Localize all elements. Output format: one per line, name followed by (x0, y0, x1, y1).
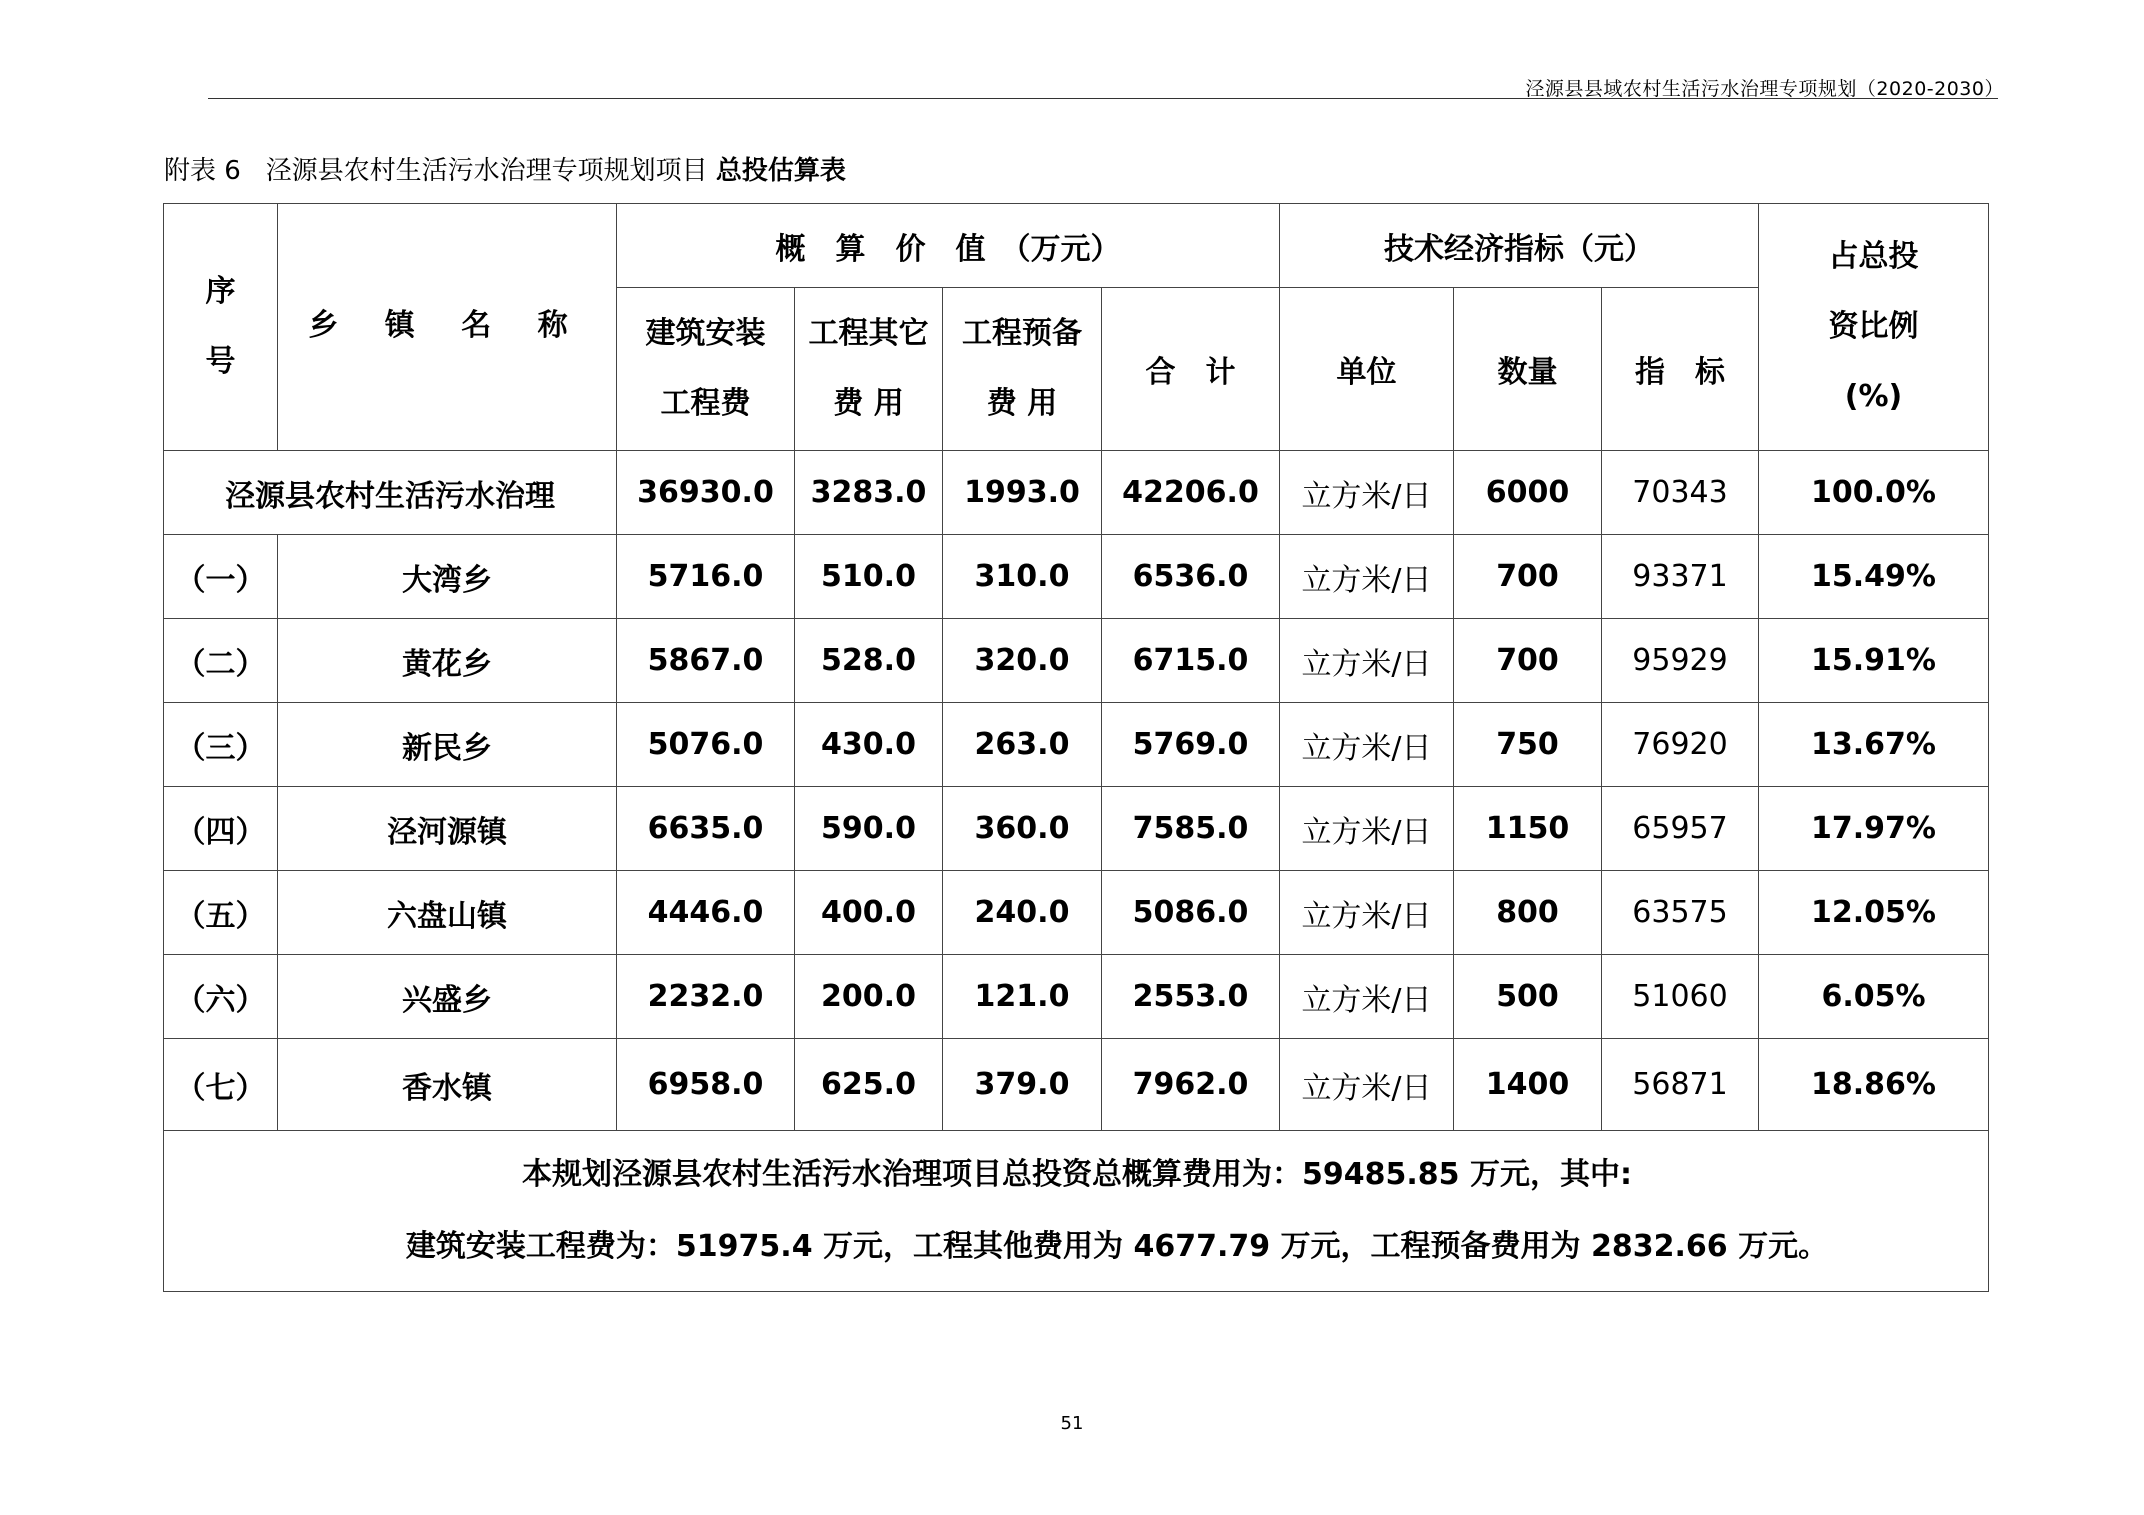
cell-total: 5086.0 (1102, 871, 1280, 955)
cell-total: 2553.0 (1102, 955, 1280, 1039)
cell-total: 5769.0 (1102, 703, 1280, 787)
cell-town-name: 黄花乡 (278, 619, 617, 703)
cell-ratio: 17.97% (1759, 787, 1989, 871)
summary-row (164, 451, 1989, 535)
cell-index: 63575 (1602, 871, 1759, 955)
note-row (164, 1131, 1989, 1292)
table-row (164, 1039, 1989, 1131)
cell-other: 510.0 (795, 535, 943, 619)
cell-construction: 4446.0 (617, 871, 795, 955)
cell-construction: 5076.0 (617, 703, 795, 787)
cell-reserve: 310.0 (943, 535, 1102, 619)
cell-total: 7585.0 (1102, 787, 1280, 871)
col-header-budget-group: 概 算 价 值 （万元） (617, 204, 1280, 288)
cell-reserve: 360.0 (943, 787, 1102, 871)
cell-quantity: 750 (1454, 703, 1602, 787)
cell-quantity: 6000 (1454, 451, 1602, 535)
cell-seq: （四） (164, 787, 278, 871)
cell-index: 76920 (1602, 703, 1759, 787)
cell-other: 528.0 (795, 619, 943, 703)
cell-total: 6536.0 (1102, 535, 1280, 619)
cell-reserve: 263.0 (943, 703, 1102, 787)
cell-reserve: 1993.0 (943, 451, 1102, 535)
cell-construction: 6958.0 (617, 1039, 795, 1131)
cell-ratio: 18.86% (1759, 1039, 1989, 1131)
cell-other: 3283.0 (795, 451, 943, 535)
caption-title-bold: 总投估算表 (715, 156, 846, 186)
cell-index: 93371 (1602, 535, 1759, 619)
col-header-quantity: 数量 (1454, 288, 1602, 451)
cell-ratio: 13.67% (1759, 703, 1989, 787)
cell-unit: 立方米/日 (1280, 787, 1454, 871)
cell-reserve: 379.0 (943, 1039, 1102, 1131)
cell-construction: 36930.0 (617, 451, 795, 535)
summary-name: 泾源县农村生活污水治理 (164, 451, 617, 535)
header-divider (208, 98, 1998, 99)
col-header-other: 工程其它 费 用 (795, 288, 943, 451)
cell-unit: 立方米/日 (1280, 871, 1454, 955)
cell-reserve: 240.0 (943, 871, 1102, 955)
table-row (164, 871, 1989, 955)
cell-construction: 6635.0 (617, 787, 795, 871)
cell-index: 51060 (1602, 955, 1759, 1039)
cell-construction: 2232.0 (617, 955, 795, 1039)
cell-quantity: 700 (1454, 535, 1602, 619)
cell-town-name: 泾河源镇 (278, 787, 617, 871)
cell-town-name: 香水镇 (278, 1039, 617, 1131)
col-header-seq: 序 号 (164, 204, 278, 451)
investment-table (163, 203, 1989, 1292)
cell-index: 70343 (1602, 451, 1759, 535)
cell-other: 200.0 (795, 955, 943, 1039)
cell-total: 42206.0 (1102, 451, 1280, 535)
cell-total: 6715.0 (1102, 619, 1280, 703)
cell-reserve: 320.0 (943, 619, 1102, 703)
cell-other: 590.0 (795, 787, 943, 871)
col-header-construction: 建筑安装 工程费 (617, 288, 795, 451)
cell-seq: （三） (164, 703, 278, 787)
cell-quantity: 1400 (1454, 1039, 1602, 1131)
cell-unit: 立方米/日 (1280, 955, 1454, 1039)
cell-seq: （七） (164, 1039, 278, 1131)
caption-title: 泾源县农村生活污水治理专项规划项目 (265, 156, 708, 186)
cell-town-name: 新民乡 (278, 703, 617, 787)
cell-quantity: 1150 (1454, 787, 1602, 871)
cell-ratio: 15.49% (1759, 535, 1989, 619)
cell-index: 65957 (1602, 787, 1759, 871)
cell-ratio: 100.0% (1759, 451, 1989, 535)
table-row (164, 535, 1989, 619)
cell-quantity: 500 (1454, 955, 1602, 1039)
col-header-indicator-group: 技术经济指标（元） (1280, 204, 1759, 288)
cell-quantity: 700 (1454, 619, 1602, 703)
cell-town-name: 大湾乡 (278, 535, 617, 619)
investment-note (164, 1131, 1989, 1292)
page-number: 51 (1060, 1413, 1084, 1434)
table-row (164, 955, 1989, 1039)
table-caption (164, 150, 846, 187)
cell-ratio: 6.05% (1759, 955, 1989, 1039)
cell-ratio: 15.91% (1759, 619, 1989, 703)
col-header-ratio: 占总投 资比例 (%) (1759, 204, 1989, 451)
running-header: 泾源县县域农村生活污水治理专项规划（2020-2030） (1525, 78, 2004, 100)
cell-total: 7962.0 (1102, 1039, 1280, 1131)
cell-ratio: 12.05% (1759, 871, 1989, 955)
cell-unit: 立方米/日 (1280, 451, 1454, 535)
table-row (164, 619, 1989, 703)
cell-unit: 立方米/日 (1280, 619, 1454, 703)
table-row (164, 703, 1989, 787)
cell-index: 95929 (1602, 619, 1759, 703)
cell-unit: 立方米/日 (1280, 535, 1454, 619)
cell-seq: （六） (164, 955, 278, 1039)
col-header-total: 合 计 (1102, 288, 1280, 451)
note-line-2: 建筑安装工程费为：51975.4 万元，工程其他费用为 4677.79 万元，工程预备费用为 2832.66 万元。 (405, 1229, 1829, 1264)
cell-other: 400.0 (795, 871, 943, 955)
col-header-unit: 单位 (1280, 288, 1454, 451)
cell-seq: （一） (164, 535, 278, 619)
cell-quantity: 800 (1454, 871, 1602, 955)
cell-unit: 立方米/日 (1280, 1039, 1454, 1131)
cell-seq: （五） (164, 871, 278, 955)
cell-town-name: 兴盛乡 (278, 955, 617, 1039)
cell-town-name: 六盘山镇 (278, 871, 617, 955)
table-row (164, 787, 1989, 871)
caption-label: 附表 6 (164, 156, 241, 186)
cell-seq: （二） (164, 619, 278, 703)
cell-other: 625.0 (795, 1039, 943, 1131)
cell-other: 430.0 (795, 703, 943, 787)
cell-index: 56871 (1602, 1039, 1759, 1131)
col-header-index: 指 标 (1602, 288, 1759, 451)
cell-construction: 5716.0 (617, 535, 795, 619)
col-header-reserve: 工程预备 费 用 (943, 288, 1102, 451)
col-header-town-name: 乡 镇 名 称 (278, 204, 617, 451)
cell-construction: 5867.0 (617, 619, 795, 703)
note-line-1: 本规划泾源县农村生活污水治理项目总投资总概算费用为：59485.85 万元，其中: (522, 1157, 1632, 1192)
cell-unit: 立方米/日 (1280, 703, 1454, 787)
cell-reserve: 121.0 (943, 955, 1102, 1039)
